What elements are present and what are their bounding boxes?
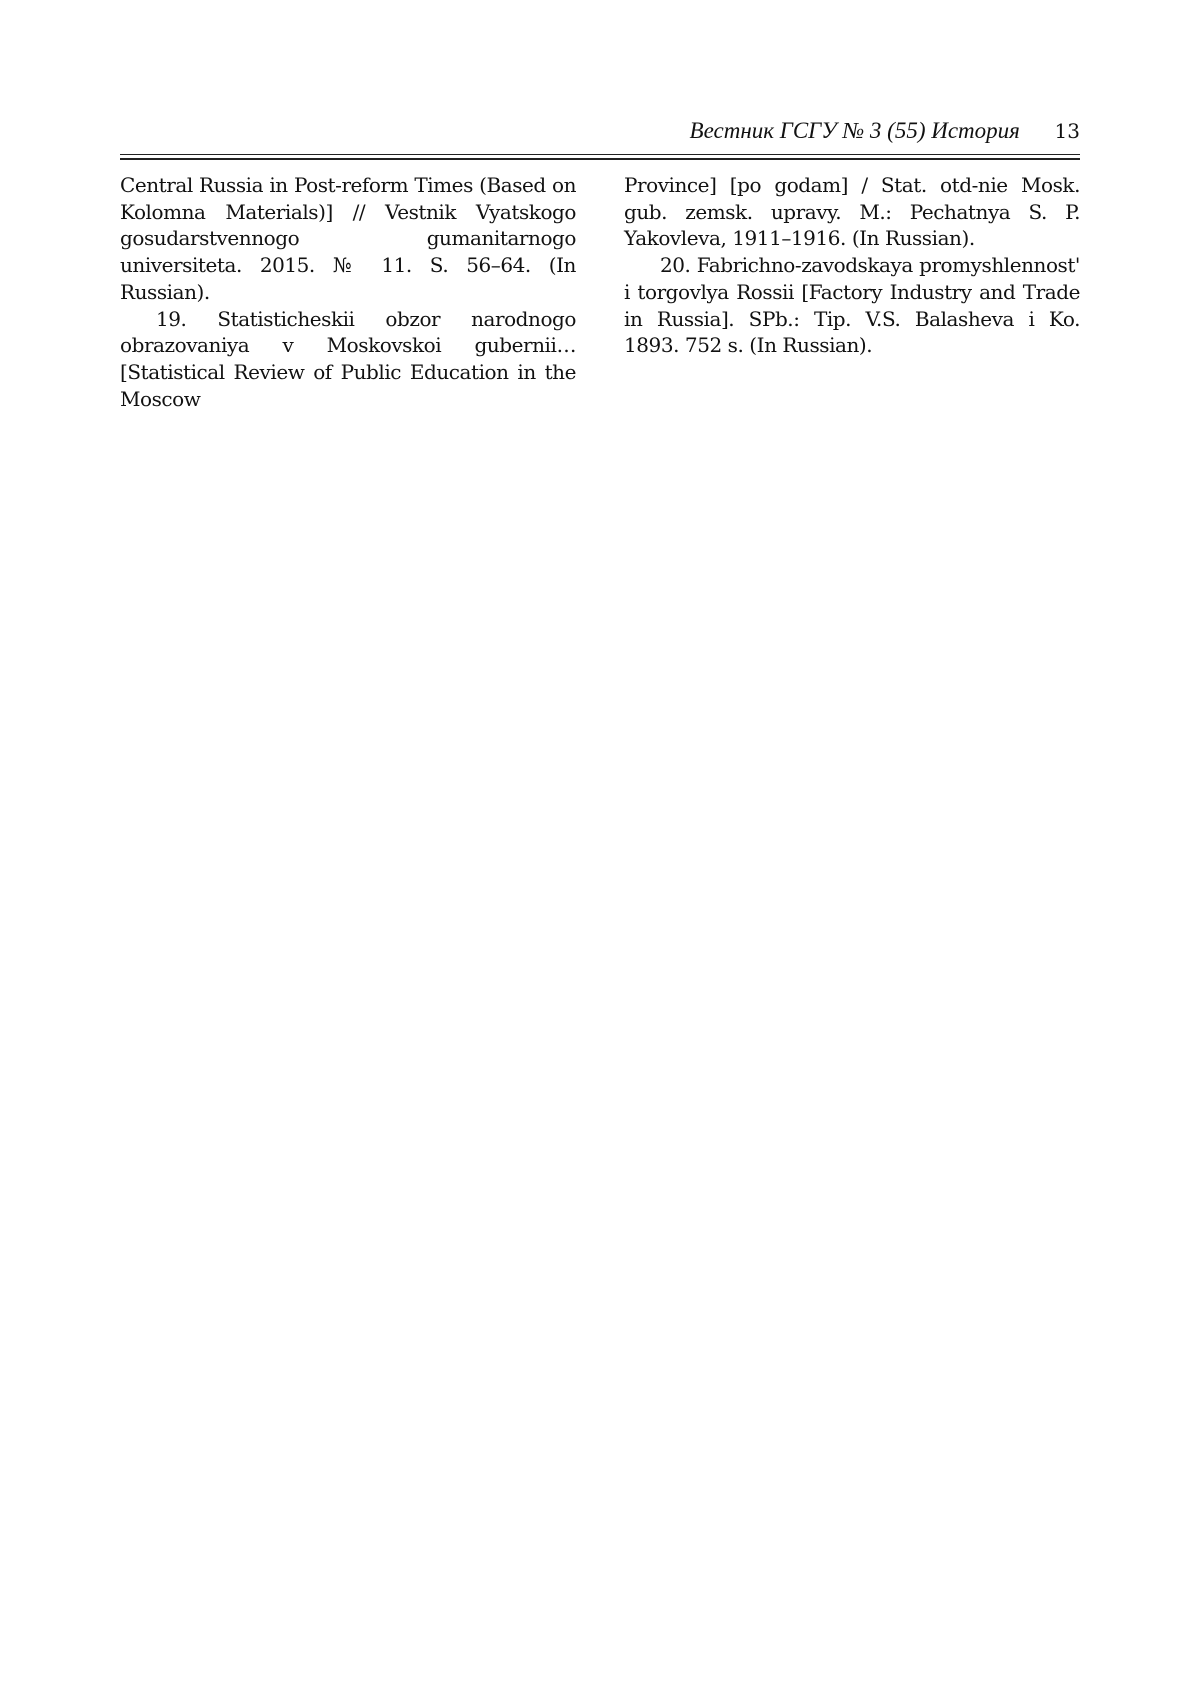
header-rule-thin <box>120 154 1080 155</box>
journal-title: Вестник ГСГУ № 3 (55) История <box>689 118 1020 143</box>
reference-20: 20. Fabrichno-zavodskaya promyshlennost' i torgovlya Rossii [Factory Industry and Trade in Russia]. SPb.: Tip. V.S. Balasheva i Ko. 1893. 752 s. (In Russian). <box>624 253 1080 358</box>
reference-19: 19. Statisticheskii obzor narodnogo obrazovaniya v Moskovskoi gubernii… [Statistical Review of Public Education in the Moscow <box>120 306 576 411</box>
reference-column-right <box>624 172 1080 359</box>
reference-18-continued: Central Russia in Post-reform Times (Based on Kolomna Materials)] // Vestnik Vyatskogo gosudarstvennogo gumanitarnogo universiteta. 2015. № 11. S. 56–64. (In Russian). <box>120 173 576 304</box>
reference-19-continued: Province] [po godam] / Stat. otd-nie Mosk. gub. zemsk. upravy. M.: Pechatnya S. P. Yakovleva, 1911–1916. (In Russian). <box>624 173 1080 251</box>
header-rule-thick <box>120 158 1080 160</box>
page-number: 13 <box>1054 119 1080 143</box>
running-header <box>120 116 1080 146</box>
reference-column-left <box>120 172 576 412</box>
